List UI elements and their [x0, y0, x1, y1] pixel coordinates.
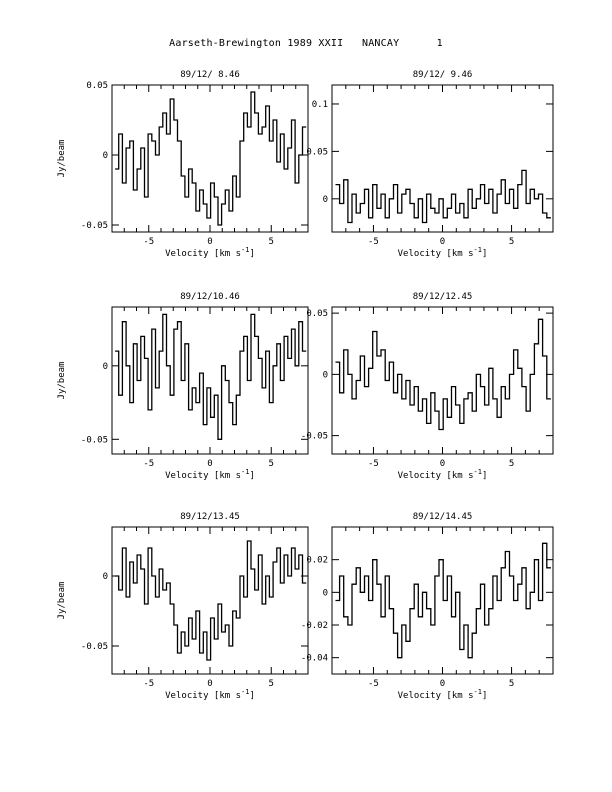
panel-title: 89/12/12.45	[412, 292, 473, 302]
plot-frame	[332, 85, 553, 232]
x-axis-label: Velocity [km $s^{-1}$]	[165, 246, 255, 259]
y-tick-label: -0.02	[300, 621, 328, 631]
y-tick-label: 0	[322, 588, 328, 599]
spectrum-line	[115, 541, 306, 660]
y-tick-label: -0.05	[80, 221, 108, 231]
y-tick-label: -0.05	[80, 642, 108, 652]
x-tick-label: -5	[143, 459, 155, 469]
x-axis-label: Velocity [km $s^{-1}$]	[165, 688, 255, 701]
y-tick-label: 0.05	[306, 147, 328, 158]
x-tick-label: -5	[143, 237, 155, 247]
panel-title: 89/12/ 8.46	[180, 70, 240, 80]
x-tick-label: 0	[439, 679, 446, 689]
x-tick-label: 0	[207, 459, 213, 469]
chart-panel	[57, 292, 308, 481]
spectrum-line	[336, 319, 551, 429]
chart-panel	[306, 70, 553, 259]
y-tick-label: 0.1	[311, 99, 328, 110]
x-tick-label: 5	[268, 679, 274, 689]
panel-title: 89/12/14.45	[412, 512, 473, 522]
x-tick-label: 5	[268, 237, 274, 247]
x-tick-label: -5	[368, 459, 379, 469]
y-axis-label: Jy/beam	[57, 361, 67, 400]
y-tick-label: 0	[102, 151, 108, 161]
y-tick-label: 0.02	[306, 555, 328, 566]
panel-title: 89/12/13.45	[180, 512, 240, 522]
page-title: Aarseth-Brewington 1989 XXII NANCAY 1	[169, 38, 443, 49]
y-tick-label: 0.05	[86, 81, 108, 91]
y-tick-label: -0.05	[300, 431, 328, 442]
x-axis-label: Velocity [km $s^{-1}$]	[397, 468, 488, 481]
spectrum-line	[336, 170, 551, 222]
x-tick-label: 5	[508, 679, 515, 689]
x-tick-label: 5	[268, 459, 274, 469]
chart-panel	[301, 292, 553, 481]
x-tick-label: -5	[368, 237, 379, 247]
chart-panel	[301, 512, 553, 701]
x-axis-label: Velocity [km $s^{-1}$]	[397, 688, 488, 701]
y-tick-label: -0.05	[80, 435, 108, 446]
spectrum-line	[115, 314, 306, 439]
y-tick-label: 0	[102, 572, 108, 582]
x-tick-label: 0	[439, 459, 446, 469]
x-axis-label: Velocity [km $s^{-1}$]	[397, 246, 488, 259]
y-axis-label: Jy/beam	[57, 581, 67, 620]
chart-panel	[57, 512, 308, 701]
y-tick-label: 0	[102, 361, 108, 372]
spectrum-line	[336, 543, 551, 657]
x-tick-label: 0	[207, 679, 213, 689]
x-tick-label: 0	[207, 237, 213, 247]
y-tick-label: 0	[322, 370, 328, 381]
x-tick-label: -5	[368, 679, 379, 689]
y-axis-label: Jy/beam	[57, 139, 67, 178]
panel-title: 89/12/10.46	[180, 292, 240, 302]
x-tick-label: 0	[439, 237, 446, 247]
spectrum-line	[115, 92, 306, 225]
x-tick-label: -5	[143, 679, 155, 689]
y-tick-label: 0	[322, 194, 328, 205]
x-tick-label: 5	[508, 459, 515, 469]
panel-title: 89/12/ 9.46	[412, 70, 473, 80]
y-tick-label: -0.04	[300, 653, 328, 664]
x-axis-label: Velocity [km $s^{-1}$]	[165, 468, 255, 481]
plot-frame	[332, 527, 553, 674]
chart-panel	[57, 70, 308, 259]
y-tick-label: 0.05	[306, 309, 328, 320]
x-tick-label: 5	[508, 237, 515, 247]
